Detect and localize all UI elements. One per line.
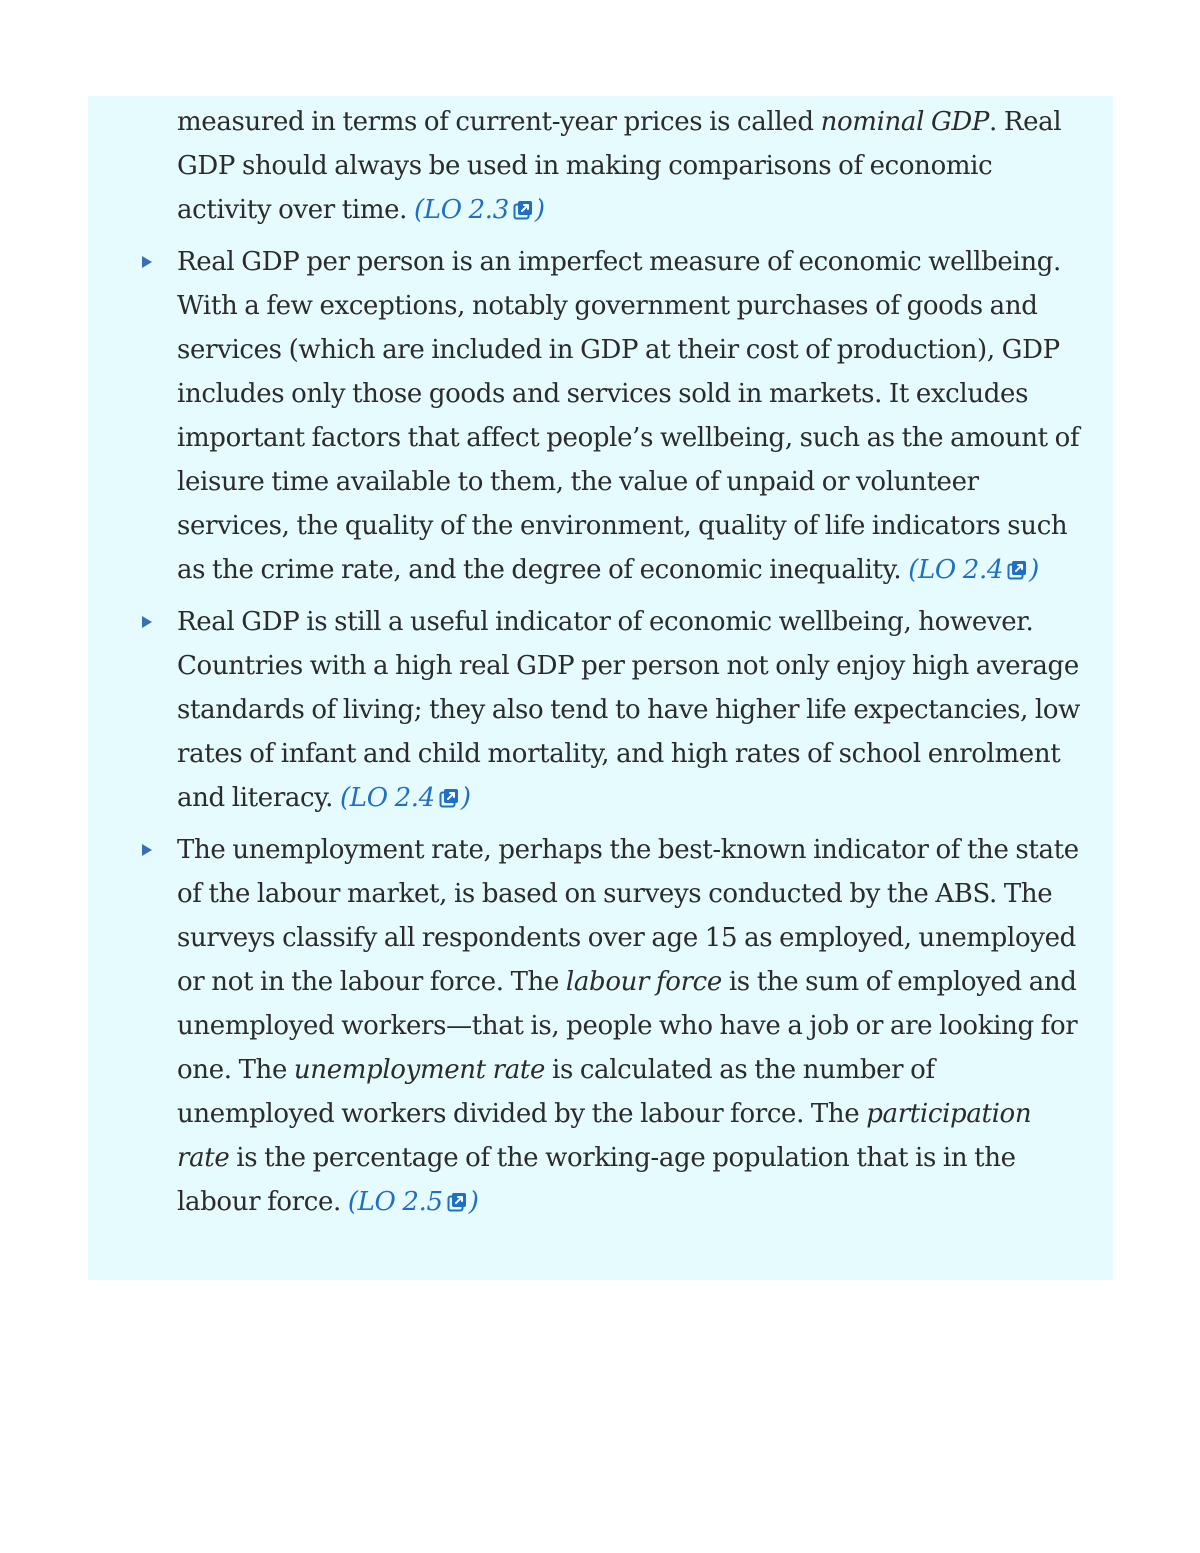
paren-open: ( — [908, 555, 919, 585]
paren-close: ) — [534, 195, 545, 225]
summary-bullet-item — [88, 828, 1113, 1224]
term-nominal-gdp: nominal GDP — [820, 107, 990, 137]
paren-close: ) — [1029, 555, 1039, 585]
term-unemployment-rate: unemployment rate — [293, 1055, 546, 1085]
external-link-icon — [447, 1192, 467, 1212]
summary-bullet-item — [88, 600, 1113, 820]
summary-bullet-item — [88, 240, 1113, 592]
term-labour-force: labour force — [565, 967, 722, 997]
lo-link-2-5[interactable] — [358, 1187, 469, 1217]
paren-open: ( — [347, 1187, 358, 1217]
paren-open: ( — [339, 783, 350, 813]
text-run: Real GDP is still a useful indicator of economic wellbeing, however. Countries with a high real GDP per person not only enjoy high average standards of living; they also tend to have higher life expectancies, low rates of infant and child mortality, and high rates of school enrolment and literacy. — [177, 607, 1081, 813]
term-participation-rate: participation rate — [177, 1099, 1032, 1173]
text-run: . Real GDP should always be used in making comparisons of economic activity over time. — [177, 107, 1062, 225]
paren-close: ) — [468, 1187, 479, 1217]
lo-label: LO 2.3 — [423, 195, 509, 225]
external-link-icon — [439, 788, 459, 808]
bullet-triangle-icon — [142, 616, 152, 628]
external-link-icon — [513, 200, 533, 220]
text-run: is the sum of employed and unemployed workers—that is, people who have a job or are looking for one. The — [177, 967, 1078, 1085]
paren-close: ) — [460, 783, 471, 813]
lo-link-2-4[interactable] — [918, 555, 1029, 585]
lo-link-2-4[interactable] — [350, 783, 461, 813]
text-run: Real GDP per person is an imperfect measure of economic wellbeing. With a few exceptions, notably government purchases of goods and services (which are included in GDP at their cost of production), GDP includes only those goods and services sold in markets. It excludes important factors that affect people’s wellbeing, such as the amount of leisure time available to them, the value of unpaid or volunteer services, the quality of the environment, quality of life indicators such as the crime rate, and the degree of economic inequality. — [177, 247, 1080, 585]
text-run: measured in terms of current-year prices is called — [177, 107, 821, 137]
bullet-triangle-icon — [142, 844, 152, 856]
lo-label: LO 2.5 — [357, 1187, 443, 1217]
lo-label: LO 2.4 — [918, 555, 1004, 585]
text-run: is the percentage of the working-age population that is in the labour force. — [177, 1143, 1016, 1217]
summary-paragraph-continuation — [88, 100, 1113, 232]
summary-box — [88, 96, 1113, 1280]
text-run: is calculated as the number of unemployed workers divided by the labour force. The — [177, 1055, 935, 1129]
text-run: The unemployment rate, perhaps the best-known indicator of the state of the labour market, is based on surveys conducted by the ABS. The surveys classify all respondents over age 15 as employed, unemployed or not in the labour force. The — [177, 835, 1079, 997]
paren-open: ( — [414, 195, 424, 225]
bullet-triangle-icon — [142, 256, 152, 268]
external-link-icon — [1007, 560, 1027, 580]
lo-label: LO 2.4 — [349, 783, 435, 813]
lo-link-2-3[interactable] — [424, 195, 535, 225]
